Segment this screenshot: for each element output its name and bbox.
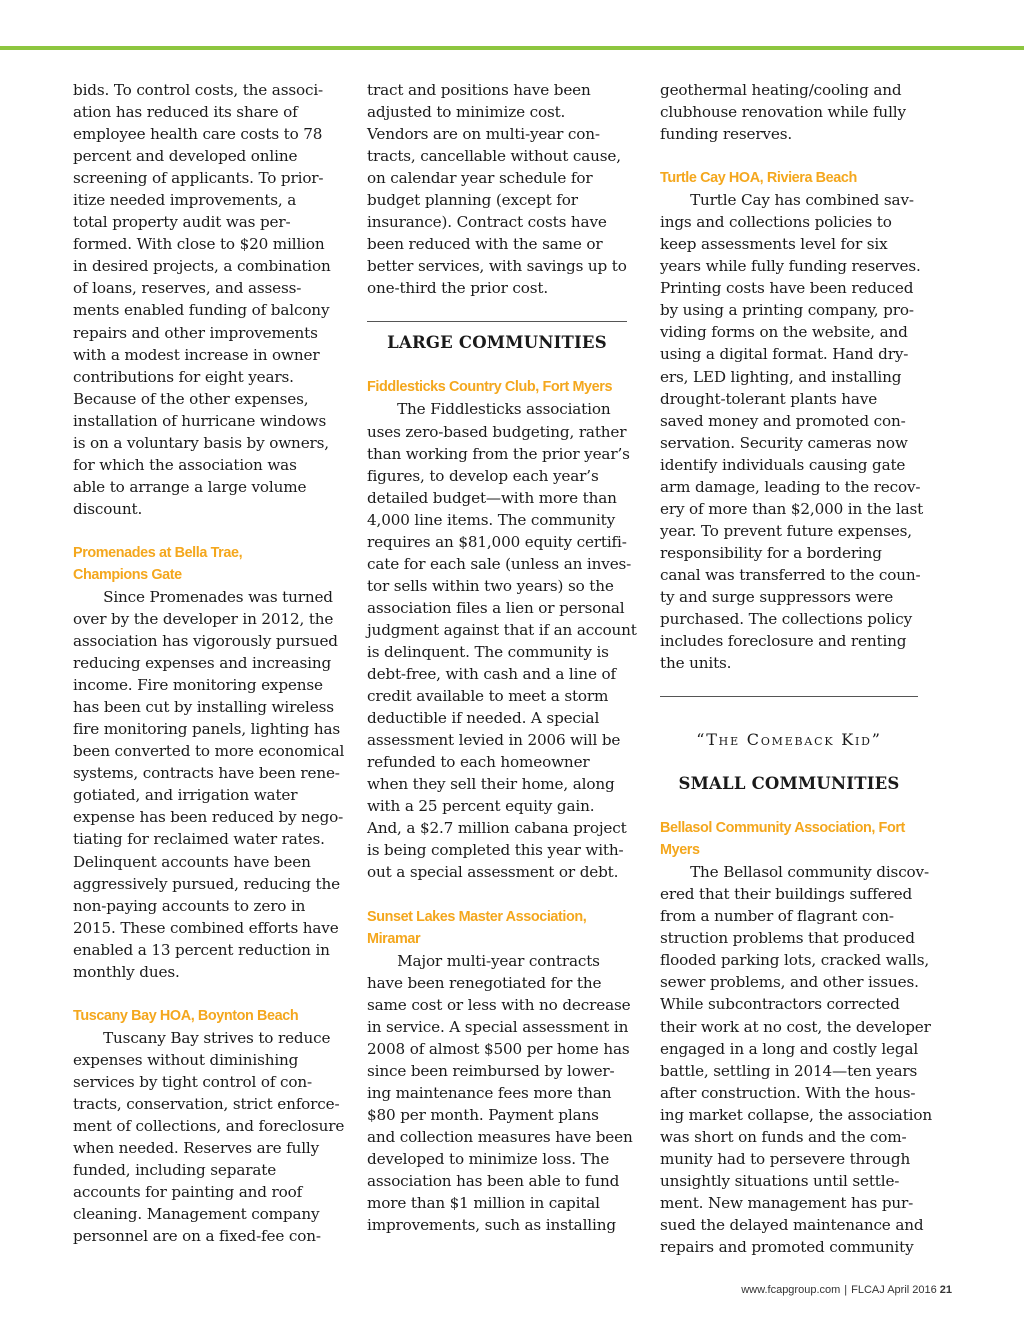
heading-line: Fiddlesticks Country Club, Fort Myers <box>367 379 613 396</box>
column-1 <box>73 79 345 1247</box>
text-line: purchased. The collections policy <box>660 610 913 629</box>
paragraph <box>73 79 335 520</box>
text-line: Since Promenades was turned <box>73 587 333 606</box>
text-line: by using a printing company, pro- <box>660 301 914 320</box>
text-line: personnel are on a fixed-fee con- <box>73 1227 321 1246</box>
text-line: over by the developer in 2012, the <box>73 609 334 628</box>
text-line: systems, contracts have been rene- <box>73 764 340 783</box>
article-heading-bellasol <box>660 817 918 861</box>
text-line: same cost or less with no decrease <box>367 995 631 1014</box>
paragraph <box>73 1027 345 1247</box>
heading-line: Myers <box>660 842 700 859</box>
text-line: on calendar year schedule for <box>367 169 593 188</box>
article-heading-sunset-lakes <box>367 906 627 950</box>
text-line: ing maintenance fees more than <box>367 1083 612 1102</box>
text-line: since been reimbursed by lower- <box>367 1061 615 1080</box>
text-line: engaged in a long and costly legal <box>660 1039 919 1058</box>
text-line: unsightly situations until settle- <box>660 1171 900 1190</box>
text-line: ments enabled funding of balcony <box>73 301 330 320</box>
text-line: better services, with savings up to <box>367 257 627 276</box>
text-line: keep assessments level for six <box>660 235 888 254</box>
text-line: reducing expenses and increasing <box>73 654 332 673</box>
text-line: in desired projects, a combination <box>73 257 331 276</box>
text-line: identify individuals causing gate <box>660 455 906 474</box>
text-line: ings and collections policies to <box>660 213 892 232</box>
text-line: aggressively pursued, reducing the <box>73 874 340 893</box>
text-line: responsibility for a bordering <box>660 543 882 562</box>
text-line: ers, LED lighting, and installing <box>660 367 902 386</box>
text-line: Major multi-year contracts <box>367 951 600 970</box>
text-line: have been renegotiated for the <box>367 973 602 992</box>
text-line: out a special assessment or debt. <box>367 863 619 882</box>
text-line: expenses without diminishing <box>73 1050 299 1069</box>
text-line: formed. With close to $20 million <box>73 235 325 254</box>
text-line: judgment against that if an account <box>367 620 637 639</box>
text-line: fire monitoring panels, lighting has <box>73 720 341 739</box>
text-line: sewer problems, and other issues. <box>660 973 919 992</box>
text-line: after construction. With the hous- <box>660 1083 916 1102</box>
text-line: has been cut by installing wireless <box>73 698 334 717</box>
text-line: from a number of flagrant con- <box>660 907 894 926</box>
text-line: percent and developed online <box>73 147 298 166</box>
text-line: able to arrange a large volume <box>73 477 307 496</box>
text-line: bids. To control costs, the associ- <box>73 81 324 99</box>
text-line: association has been able to fund <box>367 1171 620 1190</box>
text-line: uses zero-based budgeting, rather <box>367 422 627 441</box>
text-line: with a 25 percent equity gain. <box>367 797 595 816</box>
text-line: using a digital format. Hand dry- <box>660 345 909 364</box>
text-line: includes foreclosure and renting <box>660 632 907 651</box>
text-line: repairs and other improvements <box>73 323 318 342</box>
text-line: gotiated, and irrigation water <box>73 786 298 805</box>
text-line: budget planning (except for <box>367 191 578 210</box>
page-number: 21 <box>939 1284 952 1296</box>
text-line: monthly dues. <box>73 962 180 981</box>
text-line: funding reserves. <box>660 125 793 144</box>
text-line: tiating for reclaimed water rates. <box>73 830 325 849</box>
heading-line: Promenades at Bella Trae, <box>73 544 243 561</box>
text-line: expense has been reduced by nego- <box>73 808 344 827</box>
text-line: sued the delayed maintenance and <box>660 1215 924 1234</box>
top-accent-rule <box>0 46 1024 50</box>
text-line: discount. <box>73 499 143 518</box>
text-line: struction problems that produced <box>660 929 915 948</box>
column-3 <box>660 79 932 1258</box>
paragraph <box>73 586 345 983</box>
text-line: figures, to develop each year’s <box>367 466 599 485</box>
text-line: income. Fire monitoring expense <box>73 676 323 695</box>
text-line: deductible if needed. A special <box>367 709 600 728</box>
text-line: years while fully funding reserves. <box>660 257 921 276</box>
text-line: debt-free, with cash and a line of <box>367 665 616 684</box>
heading-line: Sunset Lakes Master Association, <box>367 908 587 925</box>
text-line: when needed. Reserves are fully <box>73 1139 320 1158</box>
text-line: geothermal heating/cooling and <box>660 81 902 99</box>
text-line: in service. A special assessment in <box>367 1017 629 1036</box>
text-line: flooded parking lots, cracked walls, <box>660 951 930 970</box>
text-line: association has vigorously pursued <box>73 632 338 651</box>
text-line: the units. <box>660 654 732 673</box>
text-line: accounts for painting and roof <box>73 1183 303 1202</box>
text-line: ment. New management has pur- <box>660 1193 914 1212</box>
text-line: 4,000 line items. The community <box>367 510 616 529</box>
text-line: viding forms on the website, and <box>660 323 908 342</box>
award-title: “The Comeback Kid” <box>696 730 882 750</box>
text-line: insurance). Contract costs have <box>367 213 607 232</box>
text-line: employee health care costs to 78 <box>73 125 323 144</box>
section-heading-small-communities: SMALL COMMUNITIES <box>678 774 900 794</box>
text-line: munity had to persevere through <box>660 1149 911 1168</box>
text-line: servation. Security cameras now <box>660 433 908 452</box>
paragraph <box>367 398 637 883</box>
text-line: tracts, cancellable without cause, <box>367 147 621 166</box>
text-line: their work at no cost, the developer <box>660 1017 931 1036</box>
text-line: funded, including separate <box>73 1161 277 1180</box>
text-line: non-paying accounts to zero in <box>73 896 306 915</box>
section-heading-large-communities: LARGE COMMUNITIES <box>387 333 607 353</box>
text-line: when they sell their home, along <box>367 775 615 794</box>
article-heading-fiddlesticks <box>367 376 627 398</box>
text-line: is on a voluntary basis by owners, <box>73 433 329 452</box>
text-line: been converted to more economical <box>73 742 345 761</box>
text-line: credit available to meet a storm <box>367 687 609 706</box>
text-line: Vendors are on multi-year con- <box>367 125 600 144</box>
paragraph <box>367 950 633 1237</box>
text-line: Printing costs have been reduced <box>660 279 914 298</box>
text-line: association files a lien or personal <box>367 598 625 617</box>
article-heading-turtle-cay <box>660 167 918 189</box>
text-line: ty and surge suppressors were <box>660 587 894 606</box>
text-line: and collection measures have been <box>367 1127 633 1146</box>
heading-line: Turtle Cay HOA, Riviera Beach <box>660 170 857 187</box>
text-line: repairs and promoted community <box>660 1237 914 1256</box>
text-line: one-third the prior cost. <box>367 279 548 298</box>
text-line: more than $1 million in capital <box>367 1194 600 1213</box>
text-line: ered that their buildings suffered <box>660 885 913 904</box>
text-line: Tuscany Bay strives to reduce <box>73 1028 331 1047</box>
text-line: total property audit was per- <box>73 213 291 232</box>
paragraph <box>660 861 932 1258</box>
heading-line: Tuscany Bay HOA, Boynton Beach <box>73 1007 299 1024</box>
text-line: contributions for eight years. <box>73 367 294 386</box>
text-line: services by tight control of con- <box>73 1072 312 1091</box>
text-line: 2008 of almost $500 per home has <box>367 1039 630 1058</box>
text-line: adjusted to minimize cost. <box>367 103 566 122</box>
text-line: is being completed this year with- <box>367 841 624 860</box>
paragraph <box>367 79 627 299</box>
text-line: $80 per month. Payment plans <box>367 1105 599 1124</box>
article-heading-promenades <box>73 542 335 586</box>
text-line: year. To prevent future expenses, <box>660 521 912 540</box>
text-line: screening of applicants. To prior- <box>73 169 324 188</box>
text-line: 2015. These combined efforts have <box>73 918 339 937</box>
column-2 <box>367 79 637 1236</box>
text-line: ing market collapse, the association <box>660 1105 932 1124</box>
text-line: assessment levied in 2006 will be <box>367 731 621 750</box>
footer-separator: | <box>844 1284 848 1296</box>
text-line: arm damage, leading to the recov- <box>660 477 921 496</box>
text-line: detailed budget—with more than <box>367 488 617 507</box>
text-line: battle, settling in 2014—ten years <box>660 1061 918 1080</box>
text-line: Turtle Cay has combined sav- <box>660 191 914 210</box>
text-line: canal was transferred to the coun- <box>660 565 921 584</box>
text-line: clubhouse renovation while fully <box>660 103 906 122</box>
text-line: requires an $81,000 equity certifi- <box>367 532 627 551</box>
text-line: developed to minimize loss. The <box>367 1149 610 1168</box>
text-line: than working from the prior year’s <box>367 444 630 463</box>
text-line: itize needed improvements, a <box>73 191 297 210</box>
footer-website: www.fcapgroup.com <box>741 1284 841 1296</box>
text-line: was short on funds and the com- <box>660 1127 907 1146</box>
heading-line: Champions Gate <box>73 566 182 583</box>
text-line: installation of hurricane windows <box>73 411 327 430</box>
paragraph <box>660 189 924 674</box>
text-line: been reduced with the same or <box>367 235 603 254</box>
text-line: Because of the other expenses, <box>73 389 309 408</box>
page-footer <box>741 1284 952 1296</box>
text-line: saved money and promoted con- <box>660 411 906 430</box>
text-line: for which the association was <box>73 455 297 474</box>
text-line: cleaning. Management company <box>73 1205 320 1224</box>
text-line: enabled a 13 percent reduction in <box>73 940 330 959</box>
text-line: of loans, reserves, and assess- <box>73 279 302 298</box>
article-heading-tuscany-bay <box>73 1005 335 1027</box>
text-line: And, a $2.7 million cabana project <box>367 819 627 838</box>
text-line: ery of more than $2,000 in the last <box>660 499 924 518</box>
text-line: Delinquent accounts have been <box>73 852 311 871</box>
text-line: is delinquent. The community is <box>367 642 609 661</box>
paragraph <box>660 79 918 145</box>
text-line: drought-tolerant plants have <box>660 389 878 408</box>
text-line: The Fiddlesticks association <box>367 400 611 419</box>
text-line: tract and positions have been <box>367 81 591 99</box>
heading-line: Miramar <box>367 930 421 947</box>
text-line: ment of collections, and foreclosure <box>73 1116 345 1135</box>
footer-issue: FLCAJ April 2016 <box>851 1284 937 1296</box>
text-line: tracts, conservation, strict enforce- <box>73 1094 340 1113</box>
text-line: refunded to each homeowner <box>367 753 590 772</box>
text-line: ation has reduced its share of <box>73 103 298 122</box>
text-line: While subcontractors corrected <box>660 995 900 1014</box>
text-line: tor sells within two years) so the <box>367 576 614 595</box>
text-line: cate for each sale (unless an inves- <box>367 554 632 573</box>
heading-line: Bellasol Community Association, Fort <box>660 820 905 837</box>
text-line: The Bellasol community discov- <box>660 863 929 882</box>
text-line: with a modest increase in owner <box>73 345 320 364</box>
text-line: improvements, such as installing <box>367 1216 616 1235</box>
